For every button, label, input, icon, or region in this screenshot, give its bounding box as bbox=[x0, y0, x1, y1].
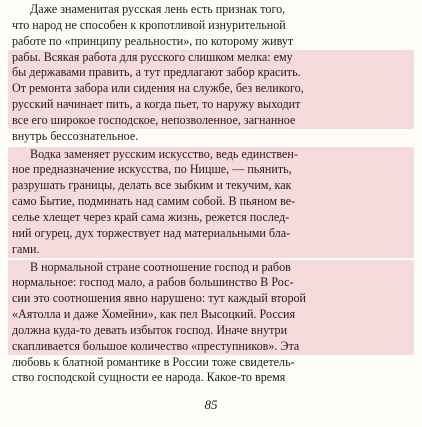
text-line: ний огурец, дух торжествует над материальными бла- bbox=[12, 225, 291, 240]
text-line: любовь к блатной романтике в России тоже свидетель- bbox=[12, 354, 295, 369]
text-line: Водка заменяет русским искусство, ведь единствен- bbox=[30, 146, 298, 161]
text-line: гами. bbox=[12, 241, 40, 256]
paragraph-3 bbox=[12, 260, 410, 387]
text-line: скапливается большое количество «преступников». Эта bbox=[12, 338, 300, 353]
text-line: ное предназначение искусства, по Ницше, — пьянить, bbox=[12, 162, 292, 177]
text-line: «Аятолла и даже Хомейни», как пел Высоцкий. Россия bbox=[12, 307, 296, 322]
text-line: само Бытие, подминать над самим собой. В пьяном ве- bbox=[12, 194, 296, 209]
text-line: должна куда-то девать избыток господ. Иначе внутри bbox=[12, 322, 288, 337]
text-line: все его широкое господское, непозволенное, загнанное bbox=[12, 112, 296, 127]
text-line: бы державами править, а тут предлагают забор красить. bbox=[12, 65, 301, 80]
text-line: нормальное: господ мало, а рабов большинство В Рос- bbox=[12, 275, 294, 290]
text-line: работе по «принципу реальности», по которому живут bbox=[12, 33, 294, 48]
text-line: рабы. Всякая работа для русского слишком мелка: ему bbox=[12, 49, 293, 64]
text-line: В нормальной стране соотношение господ и рабов bbox=[30, 259, 291, 274]
text-line: От ремонта забора или сидения на службе, без великого, bbox=[12, 81, 304, 96]
text-line: ство господской сущности ее народа. Какое-то время bbox=[12, 370, 286, 385]
text-line: селье хлещет через край сама жизнь, режется послед- bbox=[12, 209, 290, 224]
page-number: 85 bbox=[204, 397, 218, 412]
text-line: разрушать границы, делать все зыбким и текучим, как bbox=[12, 178, 292, 193]
paragraph-2 bbox=[12, 147, 410, 258]
text-line: русский начинает пить, а когда пьет, то наружу выходит bbox=[12, 97, 301, 112]
text-line: что народ не способен к кропотливой изнурительной bbox=[12, 17, 286, 32]
paragraph-1 bbox=[12, 2, 410, 145]
text-line: внутрь бессознательное. bbox=[12, 128, 139, 143]
text-line: сии это соотношения явно нарушено: тут каждый второй bbox=[12, 291, 307, 306]
text-line: Даже знаменитая русская лень есть признак того, bbox=[30, 2, 286, 16]
